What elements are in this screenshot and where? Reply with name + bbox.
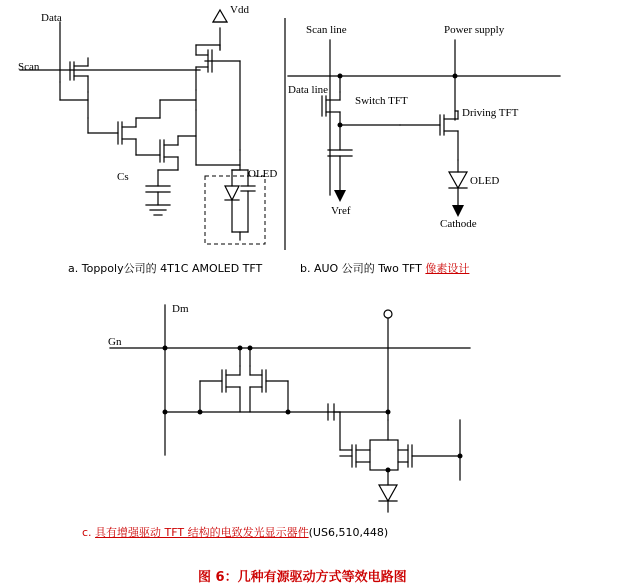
- label-gn: Gn: [108, 336, 122, 348]
- figure-title: 图 6：几种有源驱动方式等效电路图: [198, 570, 407, 585]
- label-scan-line: Scan line: [306, 24, 347, 36]
- caption-panel-c: [82, 524, 388, 540]
- caption-c-link[interactable]: 具有增强驱动 TFT 结构的电致发光显示器件: [95, 526, 309, 539]
- label-data-line: Data line: [288, 84, 329, 96]
- label-oled-b: OLED: [470, 175, 500, 187]
- label-cs: Cs: [117, 171, 129, 183]
- caption-c-suffix: (US6,510,448): [308, 526, 389, 539]
- label-cathode: Cathode: [440, 218, 477, 230]
- label-vdd: Vdd: [230, 4, 249, 16]
- label-driving-tft: Driving TFT: [462, 107, 519, 119]
- label-oled-a: OLED: [248, 168, 278, 180]
- label-power-supply: Power supply: [444, 24, 505, 36]
- label-scan: Scan: [18, 61, 40, 73]
- caption-b-text: b. AUO 公司的 Two TFT: [300, 262, 426, 275]
- caption-b-link[interactable]: 像素设计: [425, 262, 470, 275]
- label-dm: Dm: [172, 303, 189, 315]
- caption-a-text: a. Toppoly公司的 4T1C AMOLED TFT: [68, 262, 263, 275]
- caption-c-prefix: c.: [82, 526, 96, 539]
- caption-panel-a: [68, 260, 262, 276]
- caption-panel-b: [300, 260, 469, 276]
- label-switch-tft: Switch TFT: [355, 95, 408, 107]
- label-vref: Vref: [331, 205, 351, 217]
- label-data: Data: [41, 12, 62, 24]
